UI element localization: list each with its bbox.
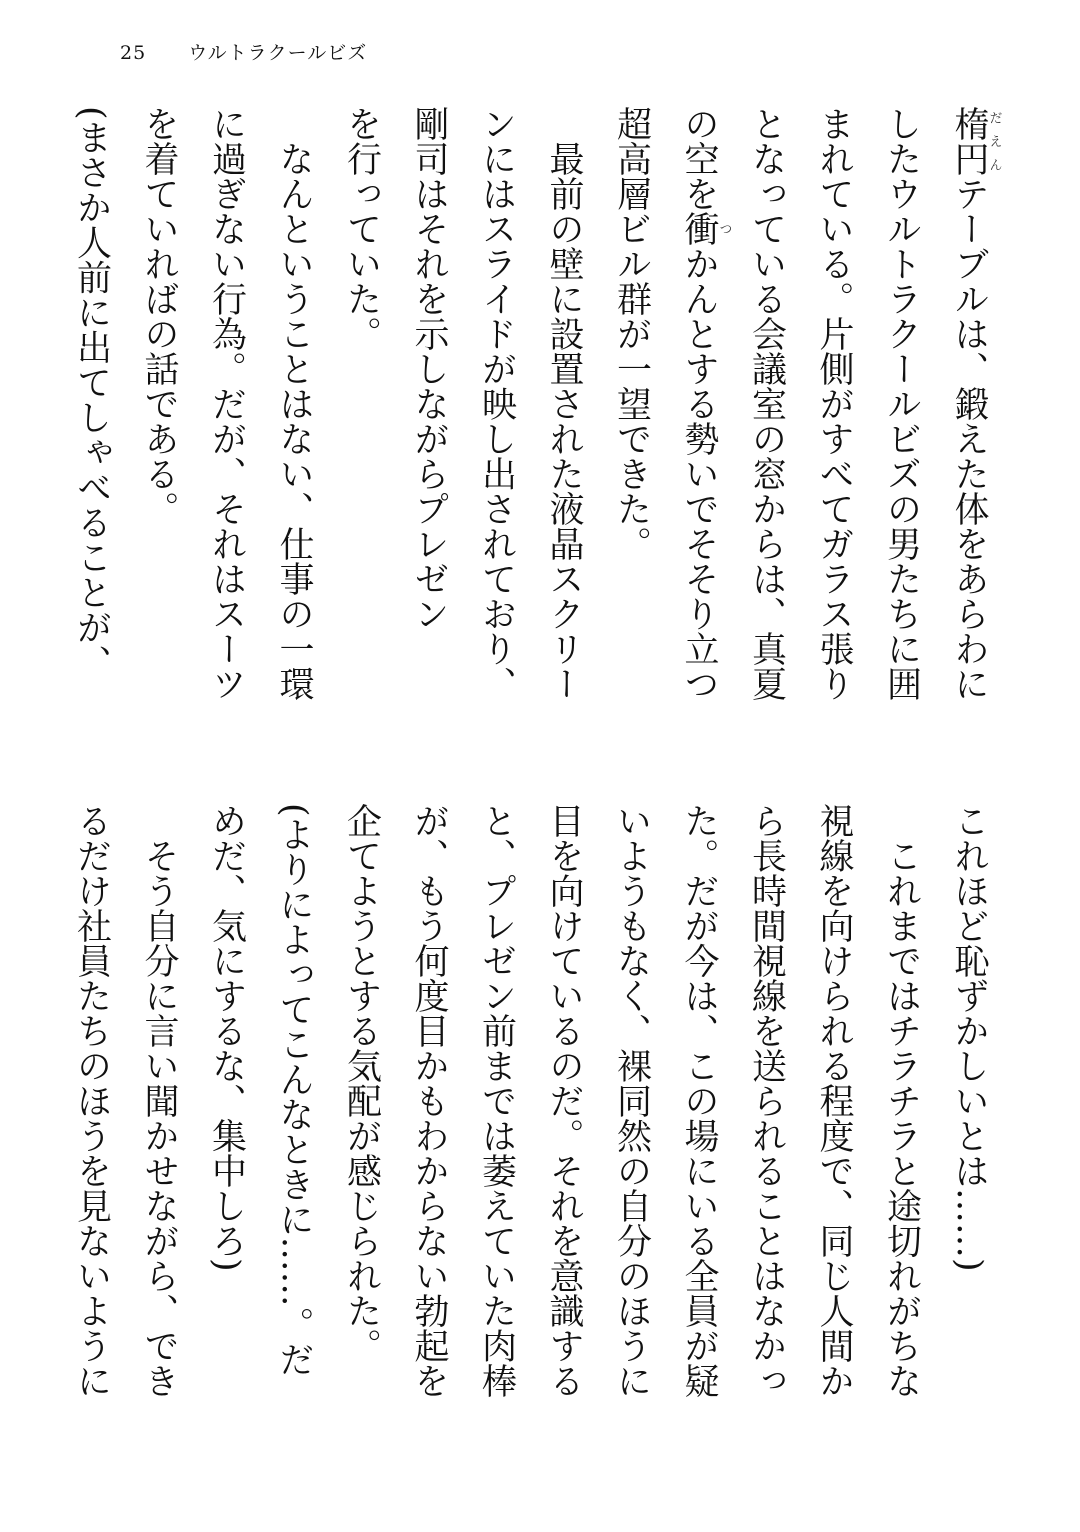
text-line: 企てようとする気配が感じられた。: [341, 803, 382, 1363]
ruby-text: 衝つ: [679, 211, 732, 246]
text-line: したウルトラクールビズの男たちに囲: [881, 106, 922, 701]
text-line: 楕円だえんテーブルは、鍛えた体をあらわに: [949, 106, 1002, 701]
running-title: ウルトラクールビズ: [188, 42, 368, 64]
page-header: [120, 38, 409, 65]
text-line: 目を向けているのだ。それを意識する: [544, 803, 584, 1398]
text-line: が、もう何度目かもわからない勃起を: [409, 803, 449, 1398]
text-line: た。だが今は、この場にいる全員が疑: [679, 803, 719, 1398]
text-line: (まさか人前に出てしゃべることが、: [71, 106, 112, 680]
text-line: 最前の壁に設置された液晶スクリー: [544, 106, 584, 701]
text-line: まれている。片側がすべてガラス張り: [814, 106, 854, 701]
text-line: の空を衝つかんとする勢いでそそり立つ: [679, 106, 732, 701]
text-line: これまではチラチラと途切れがちな: [881, 803, 922, 1398]
text-line: ら長時間視線を送られることはなかっ: [746, 803, 787, 1398]
text-block-top: [57, 106, 1002, 756]
text-line: を行っていた。: [341, 106, 382, 351]
text-line: ンにはスライドが映し出されており、: [476, 106, 517, 701]
text-line: るだけ社員たちのほうを見ないように: [71, 803, 112, 1398]
text-line: 剛司はそれを示しながらプレゼン: [409, 106, 449, 631]
text-line: そう自分に言い聞かせながら、でき: [139, 803, 179, 1398]
page-number: 25: [120, 42, 147, 64]
ruby-text: 楕円だえん: [949, 106, 1002, 176]
text-line: なんということはない、仕事の一環: [274, 106, 314, 701]
text-line: これほど恥ずかしいとは……): [949, 803, 989, 1272]
text-line: 超高層ビル群が一望できた。: [611, 106, 652, 561]
text-line: と、プレゼン前までは萎えていた肉棒: [476, 803, 517, 1398]
text-line: (よりによってこんなときに……。だ: [274, 803, 314, 1377]
text-line: を着ていればの話である。: [139, 106, 179, 526]
text-block-bottom: [57, 803, 1002, 1453]
text-line: に過ぎない行為。だが、それはスーツ: [206, 106, 247, 701]
text-line: めだ、気にするな、集中しろ): [206, 803, 247, 1272]
text-line: 視線を向けられる程度で、同じ人間か: [814, 803, 854, 1398]
text-line: となっている会議室の窓からは、真夏: [746, 106, 787, 701]
text-line: いようもなく、裸同然の自分のほうに: [611, 803, 652, 1398]
